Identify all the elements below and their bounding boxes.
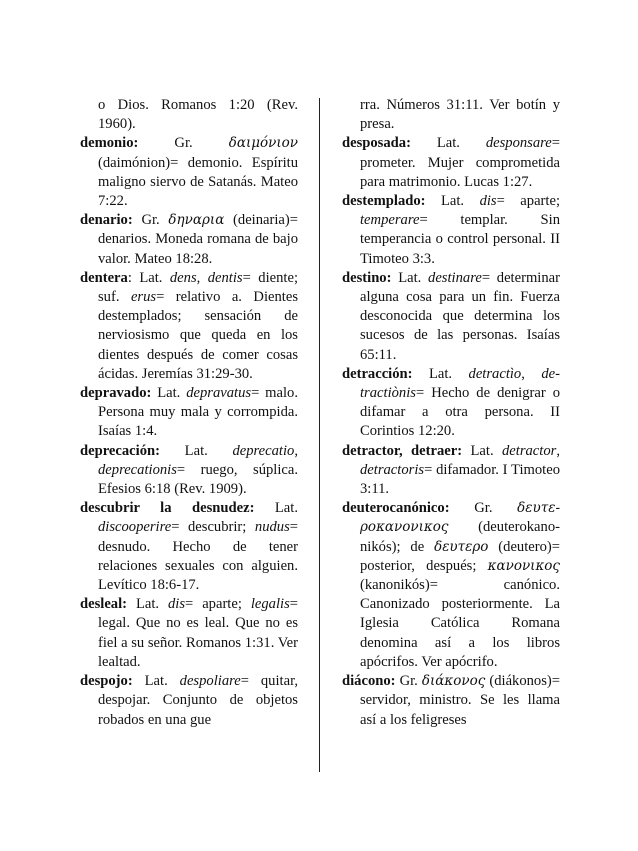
- definition-text: Lat.: [254, 500, 298, 517]
- definition-text: rra. Números 31:11. Ver botín y presa.: [360, 97, 560, 133]
- latin-term: desponsare: [485, 135, 552, 152]
- greek-term: δευτερο: [434, 538, 489, 555]
- greek-term: δευτεροκανονικος: [360, 500, 560, 536]
- dictionary-entry: [80, 499, 298, 595]
- definition-text: Gr.: [395, 673, 422, 690]
- definition-text: = legal. Que no es leal. Que no es fiel a su señor. Romanos 1:31. Ver lealtad.: [98, 596, 298, 670]
- definition-text: Lat.: [159, 442, 233, 459]
- definition-text: Lat.: [132, 673, 180, 690]
- dictionary-entry: [80, 269, 298, 384]
- latin-term: legalis: [250, 596, 290, 613]
- definition-text: ,: [556, 442, 560, 459]
- greek-term: διάκονος: [421, 673, 486, 690]
- headword: descubrir la desnudez:: [80, 500, 255, 517]
- latin-term: erus: [130, 289, 157, 306]
- headword: denario:: [80, 212, 133, 229]
- headword: despojo:: [80, 673, 133, 690]
- dictionary-entry: [342, 134, 560, 192]
- definition-text: Lat.: [410, 135, 486, 152]
- greek-term: δηναρια: [168, 212, 225, 229]
- definition-text: Gr.: [449, 500, 518, 517]
- dictionary-entry: [342, 269, 560, 365]
- definition-text: (diákonos)= servidor, ministro. Se les llama así a los feligreses: [360, 673, 560, 728]
- latin-term: detractor: [502, 442, 557, 459]
- definition-text: Gr.: [138, 135, 229, 152]
- dictionary-entry: [342, 192, 560, 269]
- latin-term: nudus: [254, 519, 290, 536]
- headword: diácono:: [342, 673, 396, 690]
- dictionary-entry: [342, 672, 560, 730]
- latin-term: detractìo: [468, 365, 522, 382]
- definition-text: (kanonikós)= canónico. Canonizado posteriormente. La Iglesia Católica Romana denomina así a los libros apócrifos. Ver apócrifo.: [360, 577, 560, 670]
- column-divider: [319, 98, 320, 772]
- latin-term: dis: [168, 596, 186, 613]
- definition-text: Lat.: [412, 365, 469, 382]
- definition-text: (deuterokanonikós); de: [360, 519, 560, 555]
- headword: destemplado:: [342, 193, 426, 210]
- definition-text: = Hecho de denigrar o difamar a otra persona. II Corintios 12:20.: [360, 385, 560, 440]
- dictionary-entry: [80, 442, 298, 500]
- dictionary-entry: [80, 384, 298, 442]
- latin-term: depravatus: [186, 385, 252, 402]
- dictionary-entry: [80, 672, 298, 730]
- definition-text: (daimónion)= demonio. Espíritu maligno siervo de Satanás. Mateo 7:22.: [98, 154, 298, 210]
- definition-text: Lat.: [127, 596, 168, 613]
- definition-text: (deinaria)= denarios. Moneda romana de bajo valor. Mateo 18:28.: [98, 212, 298, 267]
- dictionary-entry: [80, 134, 298, 211]
- definition-text: = templar. Sin temperancia o control personal. II Timoteo 3:3.: [360, 212, 560, 267]
- definition-text: = determinar alguna cosa para un fin. Fuerza desconocida que determina los sucesos de las personas. Isaías 65:11.: [360, 269, 560, 363]
- latin-term: destinare: [428, 269, 482, 286]
- dictionary-entry: [342, 499, 560, 672]
- latin-term: dentis: [207, 269, 243, 286]
- definition-text: = aparte;: [185, 596, 251, 613]
- latin-term: detractiònis: [360, 365, 560, 402]
- headword: dentera: [80, 269, 128, 286]
- headword: depravado:: [80, 385, 152, 402]
- definition-text: = desnudo. Hecho de tener relaciones sexuales con alguien. Levítico 18:6-17.: [98, 519, 298, 594]
- definition-text: = diente; suf.: [98, 269, 298, 306]
- headword: detracción:: [342, 365, 413, 382]
- definition-text: ,: [196, 269, 208, 286]
- dictionary-entry: [342, 365, 560, 442]
- definition-text: o Dios. Romanos 1:20 (Rev. 1960).: [98, 97, 298, 133]
- definition-text: (deutero)= posterior, después;: [360, 538, 560, 574]
- entry-continuation: [342, 96, 560, 134]
- definition-text: = quitar, despojar. Conjunto de objetos robados en una gue: [98, 673, 298, 728]
- definition-text: = relativo a. Dientes destemplados; sensación de nerviosismo que queda en los dientes después de comer cosas ácidas. Jeremías 31:29-30.: [98, 289, 298, 382]
- headword: desposada:: [342, 135, 411, 152]
- latin-term: detractoris: [360, 461, 425, 478]
- left-column: [80, 96, 298, 730]
- definition-text: = difamador. I Timoteo 3:11.: [360, 461, 560, 498]
- definition-text: ,: [294, 442, 298, 459]
- dictionary-entry: [80, 595, 298, 672]
- headword: deuterocanónico:: [342, 500, 450, 517]
- definition-text: Gr.: [132, 212, 169, 229]
- definition-text: = aparte;: [496, 193, 560, 210]
- headword: desleal:: [80, 596, 128, 613]
- headword: destino:: [342, 269, 392, 286]
- right-column: [342, 96, 560, 730]
- latin-term: temperare: [360, 212, 420, 229]
- definition-text: = ruego, súplica. Efesios 6:18 (Rev. 1909).: [98, 461, 298, 498]
- definition-text: = prometer. Mujer comprometida para matrimonio. Lucas 1:27.: [360, 135, 560, 190]
- latin-term: despoliare: [179, 673, 241, 690]
- latin-term: deprecatio: [232, 442, 295, 459]
- definition-text: = descubrir;: [171, 519, 255, 536]
- dictionary-entry: [342, 442, 560, 500]
- definition-text: Lat.: [462, 442, 502, 459]
- latin-term: dens: [169, 269, 197, 286]
- definition-text: Lat.: [425, 193, 480, 210]
- latin-term: deprecationis: [98, 461, 177, 478]
- definition-text: Lat.: [391, 269, 429, 286]
- definition-text: : Lat.: [127, 269, 170, 286]
- definition-text: ,: [521, 365, 542, 382]
- headword: detractor, detraer:: [342, 442, 463, 459]
- latin-term: discooperire: [98, 519, 172, 536]
- greek-term: δαιμόνιον: [228, 135, 298, 152]
- dictionary-entry: [80, 211, 298, 269]
- definition-text: Lat.: [151, 385, 187, 402]
- latin-term: dis: [479, 193, 497, 210]
- definition-text: = malo. Persona muy mala y corrompida. Isaías 1:4.: [98, 385, 298, 440]
- headword: deprecación:: [80, 442, 160, 459]
- greek-term: κανονικος: [487, 557, 560, 574]
- entry-continuation: [80, 96, 298, 134]
- headword: demonio:: [80, 135, 139, 152]
